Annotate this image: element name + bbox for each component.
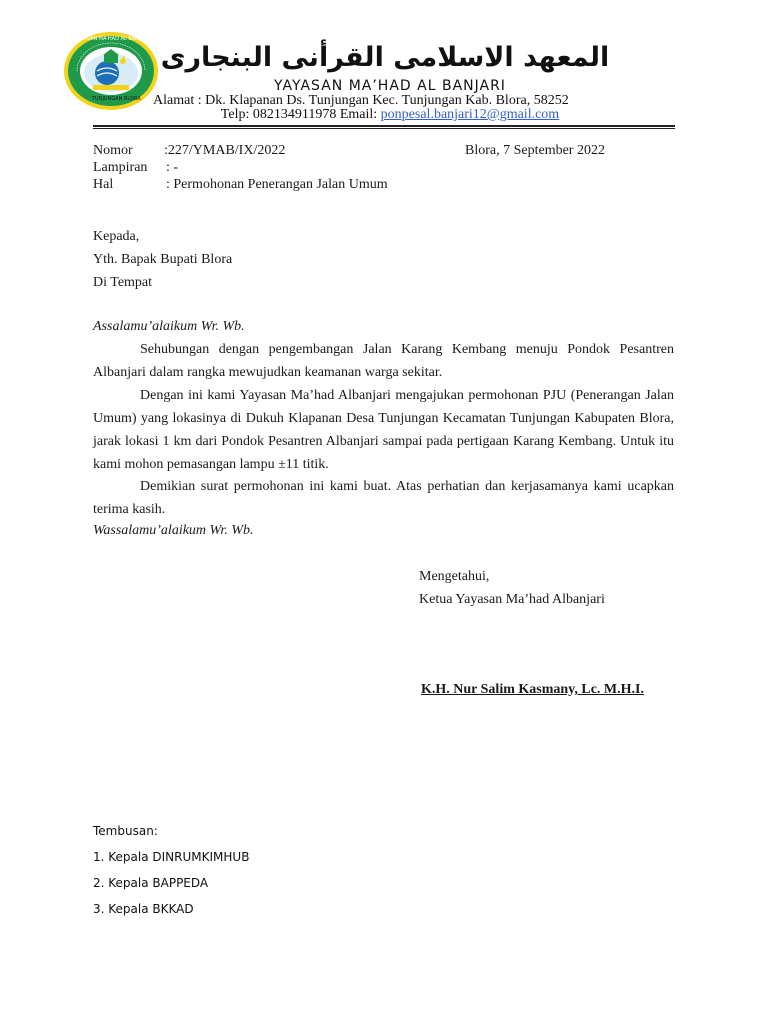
paragraph-2 — [93, 384, 674, 476]
place-date: Blora, 7 September 2022 — [465, 143, 605, 158]
recipient-line-3: Di Tempat — [93, 275, 153, 290]
phone-text: Telp: 082134911978 Email: — [220, 107, 381, 122]
tembusan-heading: Tembusan: — [93, 824, 158, 838]
nomor-value: :227/YMAB/IX/2022 — [164, 143, 286, 158]
tembusan-item: 2. Kepala BAPPEDA — [93, 876, 209, 890]
greeting: Assalamu’alaikum Wr. Wb. — [93, 319, 245, 334]
signatory-name: K.H. Nur Salim Kasmany, Lc. M.H.I. — [421, 682, 644, 697]
hal-label: Hal — [93, 177, 114, 192]
tembusan-item: 3. Kepala BKKAD — [93, 902, 194, 916]
arabic-institution-title: المعهد الاسلامى القرأنى البنجارى — [160, 42, 610, 73]
paragraph-2-text: Dengan ini kami Yayasan Ma’had Albanjari mengajukan permohonan PJU (Penerangan Jalan Umum) yang lokasinya di Dukuh Klapanan Desa Tunjungan Kecamatan Tunjungan Kabupaten Blora, jarak lokasi 1 km dari Pondok Pesantren Albanjari sampai pada pertigaan Karang Kembang. Untuk itu kami mohon pemasangan lampu ±11 titik. — [93, 388, 674, 472]
signature-acknowledged: Mengetahui, — [419, 569, 490, 584]
foundation-name: YAYASAN MA’HAD AL BANJARI — [274, 78, 506, 94]
paragraph-1 — [93, 338, 674, 384]
recipient-line-2: Yth. Bapak Bupati Blora — [93, 252, 233, 267]
signature-title: Ketua Yayasan Ma’had Albanjari — [419, 592, 605, 607]
email-link[interactable]: ponpesal.banjari12@gmail.com — [380, 107, 560, 122]
closing: Wassalamu’alaikum Wr. Wb. — [93, 523, 254, 538]
lampiran-label: Lampiran — [93, 160, 148, 175]
hal-value: : Permohonan Penerangan Jalan Umum — [166, 177, 388, 192]
letterhead-contact — [160, 107, 620, 123]
recipient-line-1: Kepada, — [93, 229, 140, 244]
lampiran-value: : - — [166, 160, 179, 175]
tembusan-item: 1. Kepala DINRUMKIMHUB — [93, 850, 250, 864]
nomor-label: Nomor — [93, 143, 133, 158]
paragraph-3 — [93, 475, 674, 521]
paragraph-1-text: Sehubungan dengan pengembangan Jalan Karang Kembang menuju Pondok Pesantren Albanjari dalam rangka mewujudkan keamanan warga sekitar. — [93, 342, 674, 380]
header-rule-thin — [93, 128, 675, 129]
letterhead-address: Alamat : Dk. Klapanan Ds. Tunjungan Kec. Tunjungan Kab. Blora, 58252 — [153, 93, 569, 108]
logo-ring-text-bottom: TUNJUNGAN BLORA — [92, 96, 141, 102]
paragraph-3-text: Demikian surat permohonan ini kami buat. Atas perhatian dan kerjasamanya kami ucapkan terima kasih. — [93, 479, 674, 517]
header-rule-thick — [93, 125, 675, 127]
logo-ring-text-top: YAYASAN MA'HAD AL BANJARI — [75, 36, 149, 42]
